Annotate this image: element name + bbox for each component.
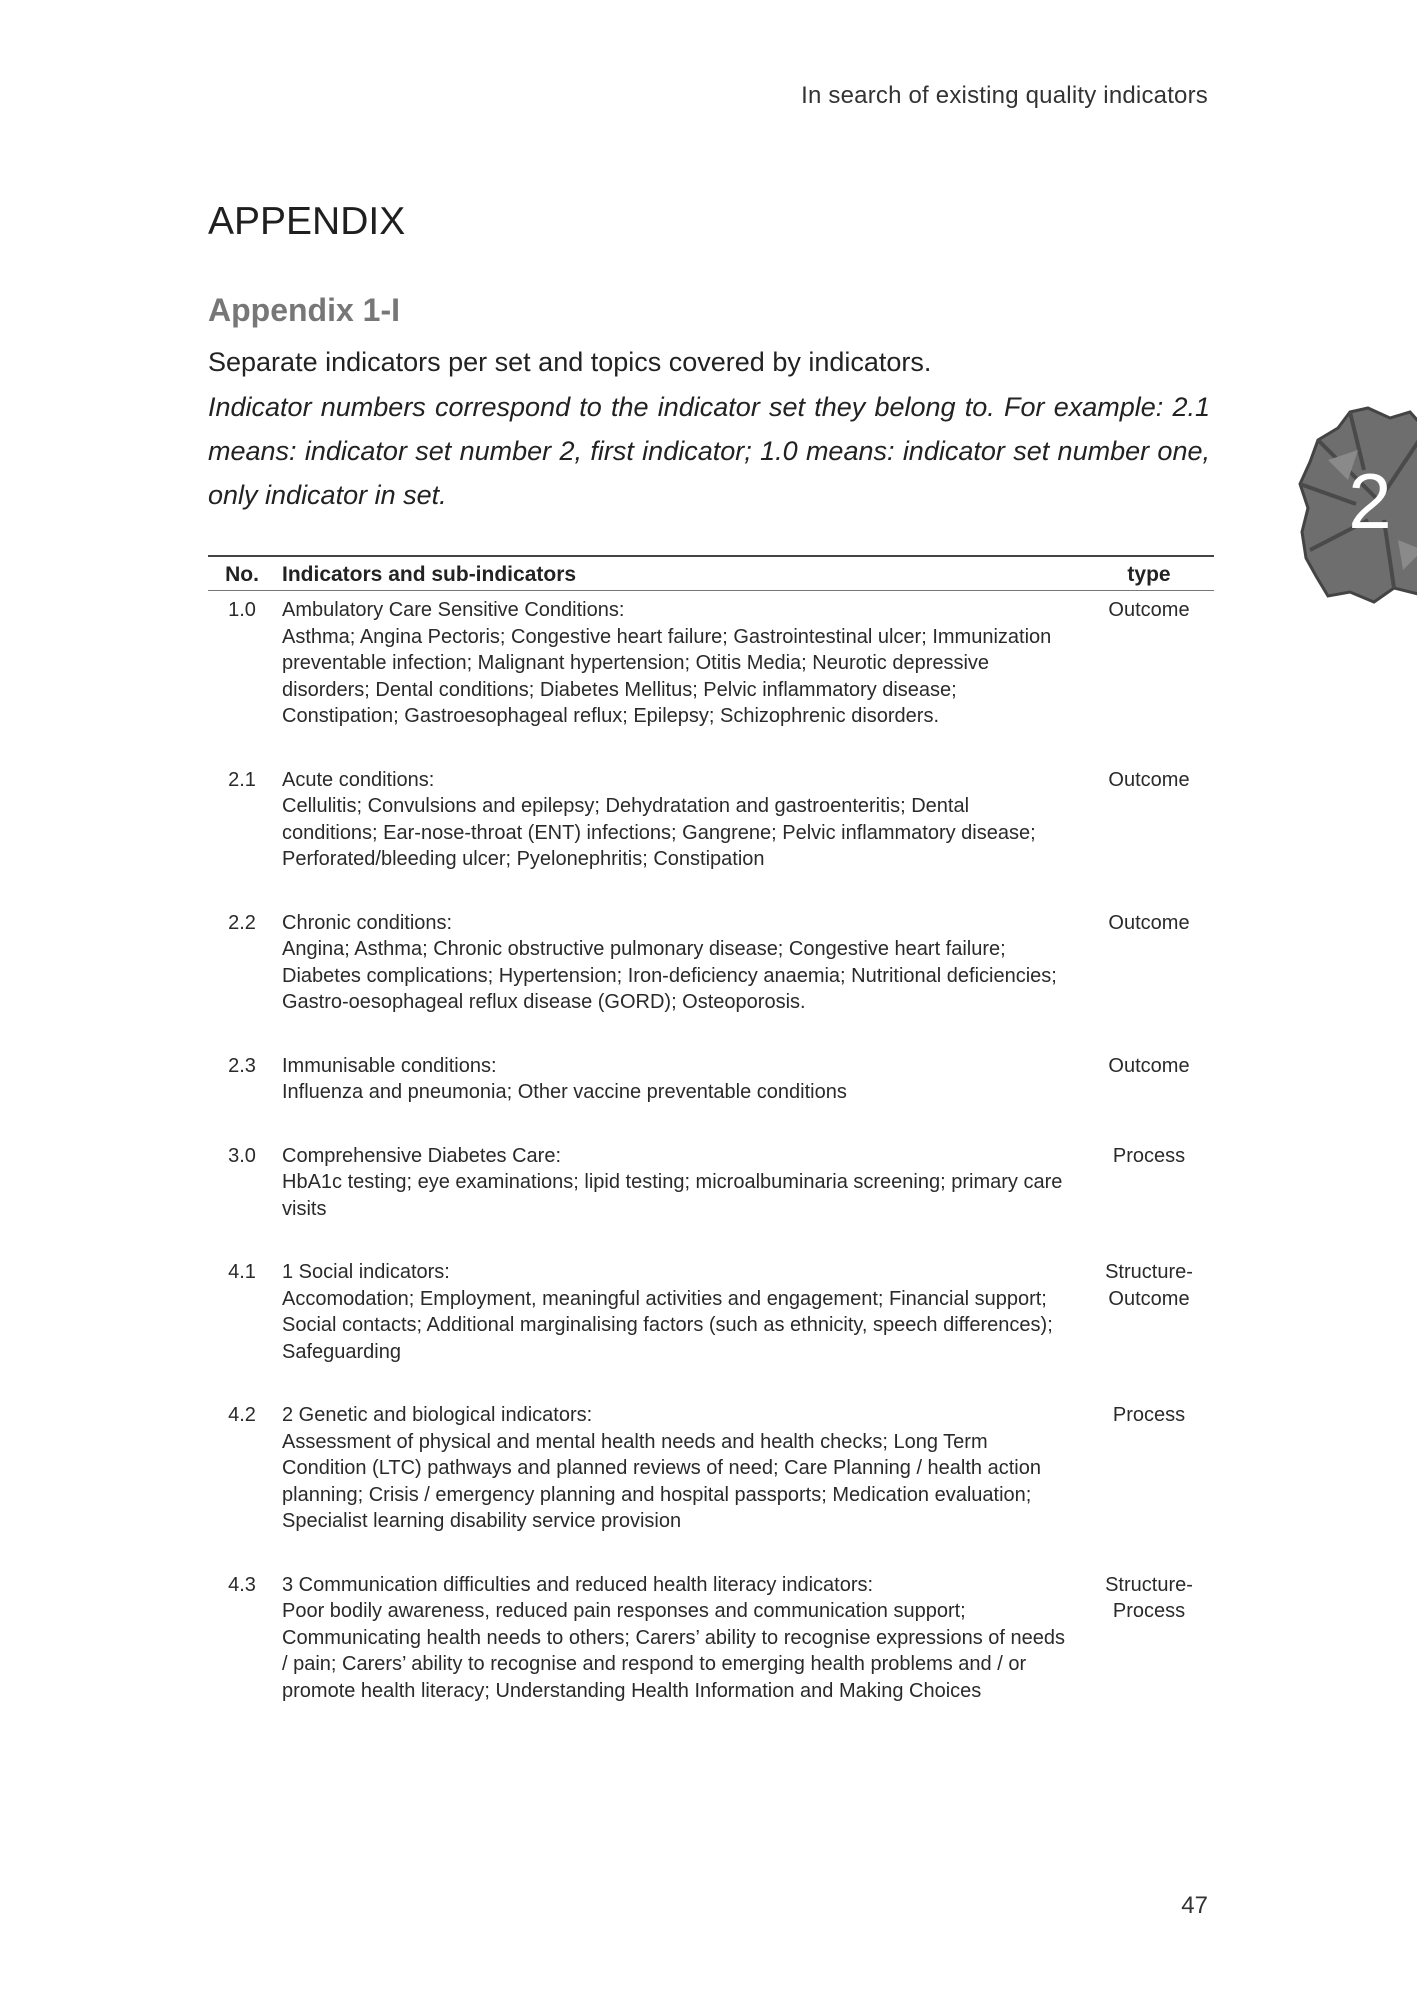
page-number: 47 — [1181, 1892, 1208, 1919]
row-type: Outcome — [1108, 599, 1190, 621]
row-indicators — [276, 1049, 1084, 1139]
row-indicators — [276, 1568, 1084, 1738]
row-no: 3.0 — [228, 1144, 256, 1167]
header-no: No. — [208, 556, 276, 591]
row-indicators — [276, 1398, 1084, 1568]
intro-italic-text: Indicator numbers correspond to the indicator set they belong to. For example: 2.1 means: indicator set number 2, first indicator; 1.0 means: indicator set number one, only indicator in set. — [208, 392, 1210, 510]
indicator-title: Immunisable conditions: — [282, 1054, 497, 1077]
row-no: 4.1 — [228, 1261, 256, 1283]
header-type: type — [1084, 556, 1214, 591]
indicator-title: Chronic conditions: — [282, 911, 453, 934]
row-indicators — [276, 591, 1084, 763]
row-no: 2.3 — [228, 1054, 256, 1077]
indicator-title: Acute conditions: — [282, 768, 435, 791]
row-type: Process — [1112, 1404, 1186, 1426]
appendix-subheading: Appendix 1-I — [208, 292, 401, 328]
table-row — [208, 1049, 1214, 1139]
table-row — [208, 591, 1214, 763]
row-indicators — [276, 1139, 1084, 1256]
indicator-title: 1 Social indicators: — [282, 1261, 450, 1283]
indicator-items: Cellulitis; Convulsions and epilepsy; Dehydratation and gastroenteritis; Dental conditions; Ear-nose-throat (ENT) infections; Gangrene; Pelvic inflammatory disease; Perforated/bleeding ulcer; Pyelonephritis; Constipation — [282, 795, 1036, 870]
indicator-items: HbA1c testing; eye examinations; lipid testing; microalbuminaria screening; primary care visits — [282, 1171, 1063, 1220]
table-row — [208, 906, 1214, 1049]
intro-text: Separate indicators per set and topics covered by indicators. — [208, 347, 932, 377]
row-indicators — [276, 1255, 1084, 1398]
page-title: APPENDIX — [208, 200, 406, 243]
indicator-items: Poor bodily awareness, reduced pain responses and communication support; Communicating health needs to others; Carers’ ability to recognise expressions of needs / pain; Carers’ ability to recognise and respond to emerging health problems and / or promote health literacy; Understanding Health Information and Making Choices — [282, 1600, 1066, 1702]
table-row — [208, 1398, 1214, 1568]
indicator-title: 3 Communication difficulties and reduced health literacy indicators: — [282, 1573, 874, 1596]
indicator-title: Ambulatory Care Sensitive Conditions: — [282, 599, 625, 621]
indicator-items: Angina; Asthma; Chronic obstructive pulmonary disease; Congestive heart failure; Diabetes complications; Hypertension; Iron-deficiency anaemia; Nutritional deficiencies; Gastro-oesophageal reflux disease (GORD); Osteoporosis. — [282, 938, 1057, 1013]
row-no: 1.0 — [228, 599, 256, 621]
chapter-number: 2 — [1348, 457, 1392, 545]
chapter-2-badge-icon — [1298, 400, 1417, 610]
row-no: 2.2 — [228, 911, 256, 934]
indicator-items: Asthma; Angina Pectoris; Congestive heart failure; Gastrointestinal ulcer; Immunization preventable infection; Malignant hypertension; Otitis Media; Neurotic depressive disorders; Dental conditions; Diabetes Mellitus; Pelvic inflammatory disease; Constipation; Gastroesophageal reflux; Epilepsy; Schizophrenic disorders. — [282, 625, 1052, 727]
row-no: 4.2 — [228, 1404, 256, 1426]
row-type: Structure-Outcome — [1105, 1261, 1193, 1310]
table-row — [208, 1139, 1214, 1256]
indicator-items: Influenza and pneumonia; Other vaccine preventable conditions — [282, 1081, 847, 1103]
table-header-row — [208, 556, 1214, 591]
row-type: Outcome — [1108, 911, 1190, 934]
table-row — [208, 1568, 1214, 1738]
row-no: 4.3 — [228, 1573, 256, 1596]
row-type: Process — [1112, 1144, 1186, 1167]
indicator-items: Assessment of physical and mental health needs and health checks; Long Term Condition (LTC) pathways and planned reviews of need; Care Planning / health action planning; Crisis / emergency planning and hospital passports; Medication evaluation; Specialist learning disability service provision — [282, 1430, 1041, 1532]
header-indicators: Indicators and sub-indicators — [276, 556, 1084, 591]
row-type: Outcome — [1108, 1054, 1190, 1077]
row-type: Structure-Process — [1105, 1573, 1193, 1622]
row-type: Outcome — [1108, 768, 1190, 791]
indicator-table — [208, 555, 1214, 1737]
row-indicators — [276, 906, 1084, 1049]
indicator-title: 2 Genetic and biological indicators: — [282, 1404, 593, 1426]
table-row — [208, 763, 1214, 906]
row-indicators — [276, 763, 1084, 906]
table-row — [208, 1255, 1214, 1398]
row-no: 2.1 — [228, 768, 256, 791]
indicator-items: Accomodation; Employment, meaningful activities and engagement; Financial support; Social contacts; Additional marginalising factors (such as ethnicity, speech differences); Safeguarding — [282, 1287, 1053, 1363]
running-header: In search of existing quality indicators — [801, 82, 1208, 109]
indicator-title: Comprehensive Diabetes Care: — [282, 1144, 562, 1167]
